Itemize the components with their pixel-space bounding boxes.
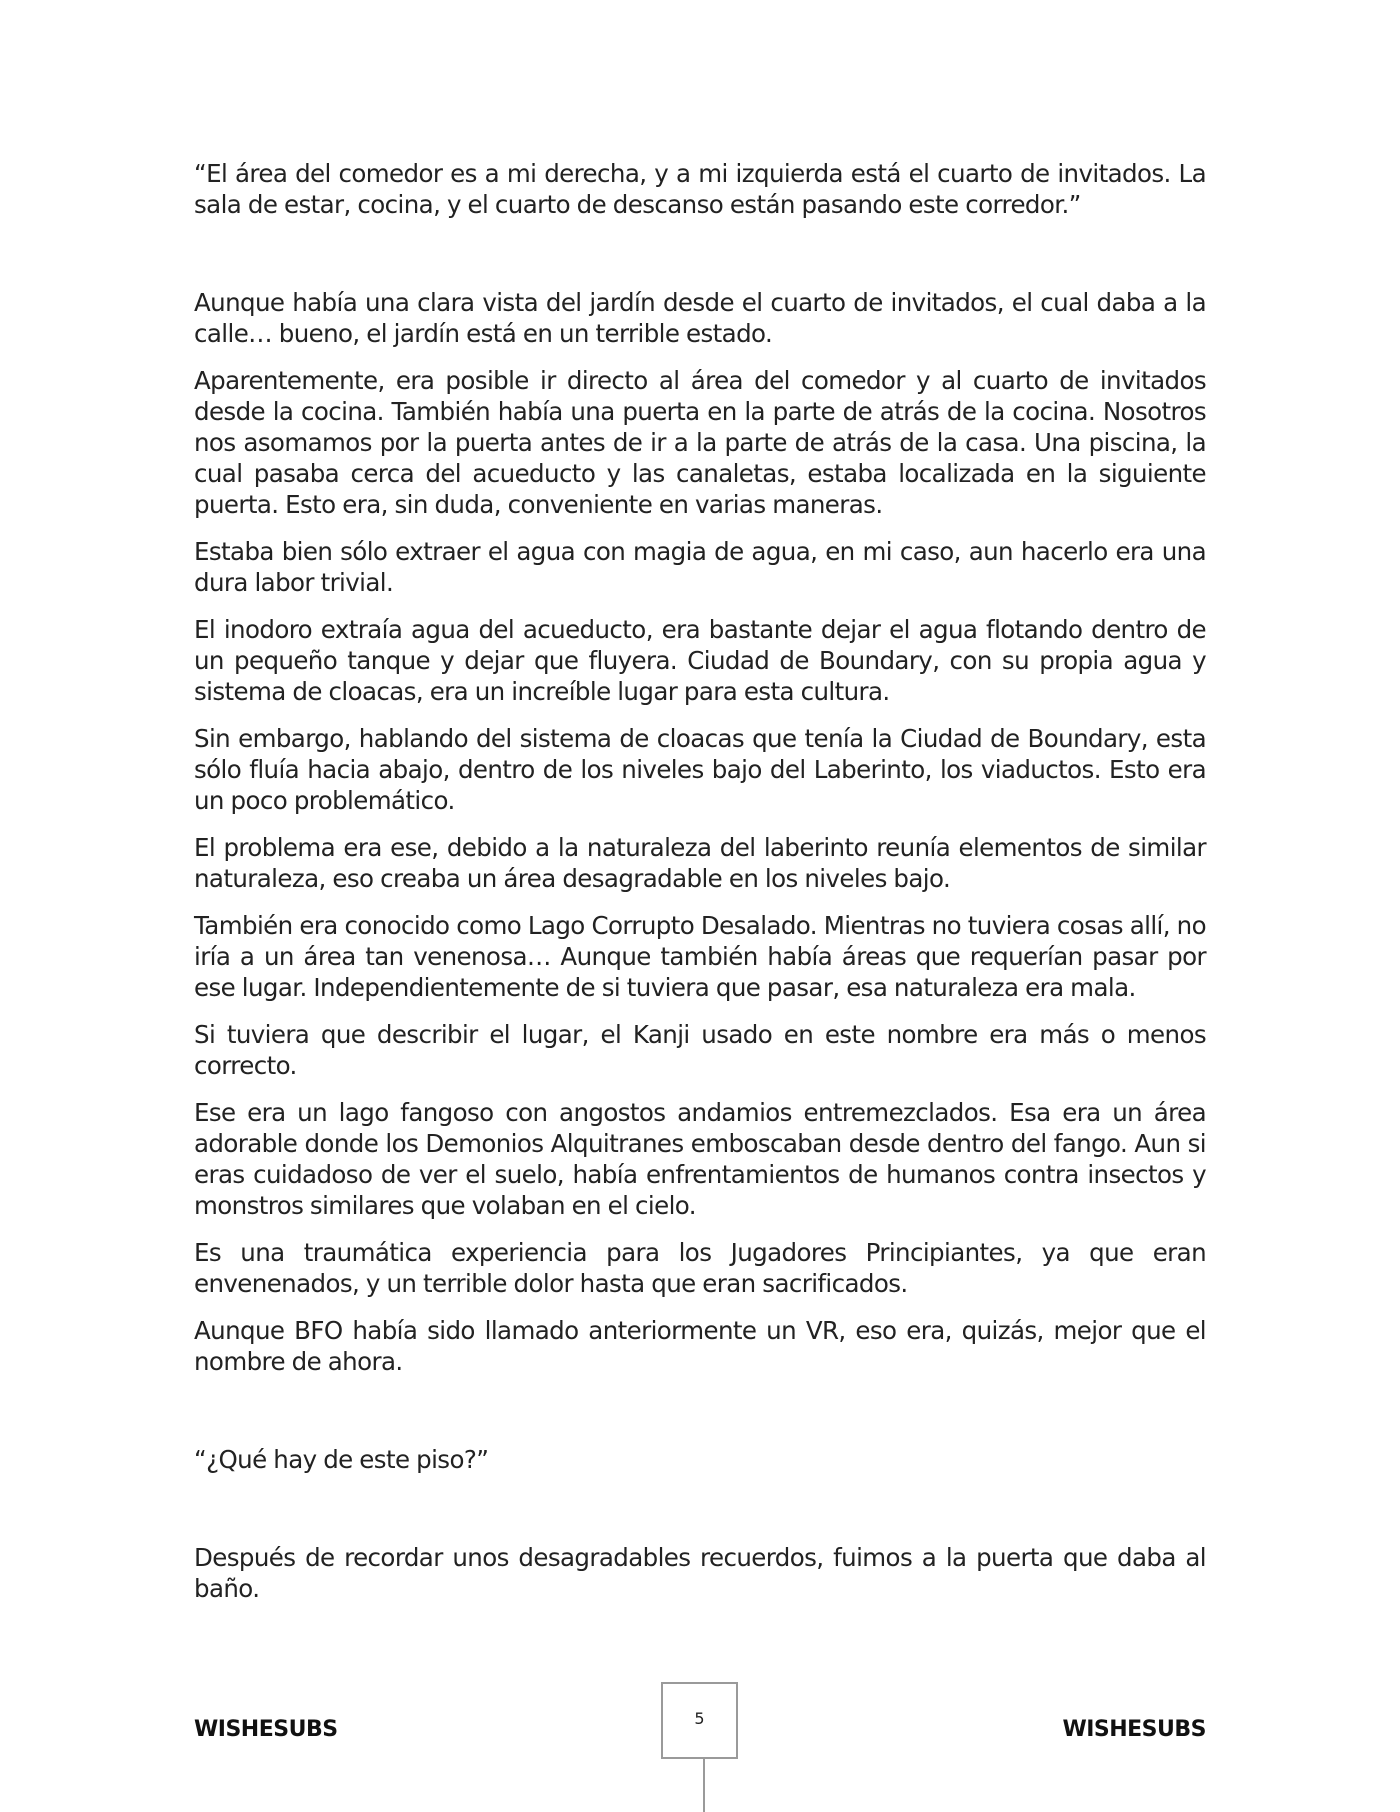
- paragraph: También era conocido como Lago Corrupto Desalado. Mientras no tuviera cosas allí, no iría a un área tan venenosa… Aunque también había áreas que requerían pasar por ese lugar. Independientemente de si tuviera que pasar, esa naturaleza era mala.: [194, 911, 1206, 1002]
- paragraph: Aunque había una clara vista del jardín desde el cuarto de invitados, el cual daba a la calle… bueno, el jardín está en un terrible estado.: [194, 288, 1206, 348]
- paragraph: El problema era ese, debido a la naturaleza del laberinto reunía elementos de similar naturaleza, eso creaba un área desagradable en los niveles bajo.: [194, 833, 1206, 893]
- paragraph: El inodoro extraía agua del acueducto, era bastante dejar el agua flotando dentro de un pequeño tanque y dejar que fluyera. Ciudad de Boundary, con su propia agua y sistema de cloacas, era un increíble lugar para esta cultura.: [194, 615, 1206, 706]
- paragraph: Estaba bien sólo extraer el agua con magia de agua, en mi caso, aun hacerlo era una dura labor trivial.: [194, 537, 1206, 597]
- dialogue-paragraph: “El área del comedor es a mi derecha, y a mi izquierda está el cuarto de invitados. La sala de estar, cocina, y el cuarto de descanso están pasando este corredor.”: [194, 159, 1206, 219]
- paragraph: Aparentemente, era posible ir directo al área del comedor y al cuarto de invitados desde la cocina. También había una puerta en la parte de atrás de la cocina. Nosotros nos asomamos por la puerta antes de ir a la parte de atrás de la casa. Una piscina, la cual pasaba cerca del acueducto y las canaletas, estaba localizada en la siguiente puerta. Esto era, sin duda, conveniente en varias maneras.: [194, 366, 1206, 519]
- paragraph: Ese era un lago fangoso con angostos andamios entremezclados. Esa era un área adorable donde los Demonios Alquitranes emboscaban desde dentro del fango. Aun si eras cuidadoso de ver el suelo, había enfrentamientos de humanos contra insectos y monstros similares que volaban en el cielo.: [194, 1098, 1206, 1220]
- footer-brand-left: WISHESUBS: [194, 1717, 338, 1742]
- paragraph: Aunque BFO había sido llamado anteriormente un VR, eso era, quizás, mejor que el nombre de ahora.: [194, 1316, 1206, 1376]
- page-body: [194, 158, 1206, 1604]
- page-number: 5: [694, 1709, 705, 1728]
- footer-brand-right: WISHESUBS: [1062, 1717, 1206, 1742]
- paragraph: Si tuviera que describir el lugar, el Kanji usado en este nombre era más o menos correcto.: [194, 1020, 1206, 1080]
- paragraph: Es una traumática experiencia para los Jugadores Principiantes, ya que eran envenenados, y un terrible dolor hasta que eran sacrificados.: [194, 1238, 1206, 1298]
- paragraph: Después de recordar unos desagradables recuerdos, fuimos a la puerta que daba al baño.: [194, 1543, 1206, 1603]
- paragraph: Sin embargo, hablando del sistema de cloacas que tenía la Ciudad de Boundary, esta sólo fluía hacia abajo, dentro de los niveles bajo del Laberinto, los viaductos. Esto era un poco problemático.: [194, 724, 1206, 815]
- dialogue-paragraph: “¿Qué hay de este piso?”: [194, 1445, 489, 1474]
- page-number-stem: [703, 1759, 705, 1812]
- page-number-box: [661, 1682, 738, 1759]
